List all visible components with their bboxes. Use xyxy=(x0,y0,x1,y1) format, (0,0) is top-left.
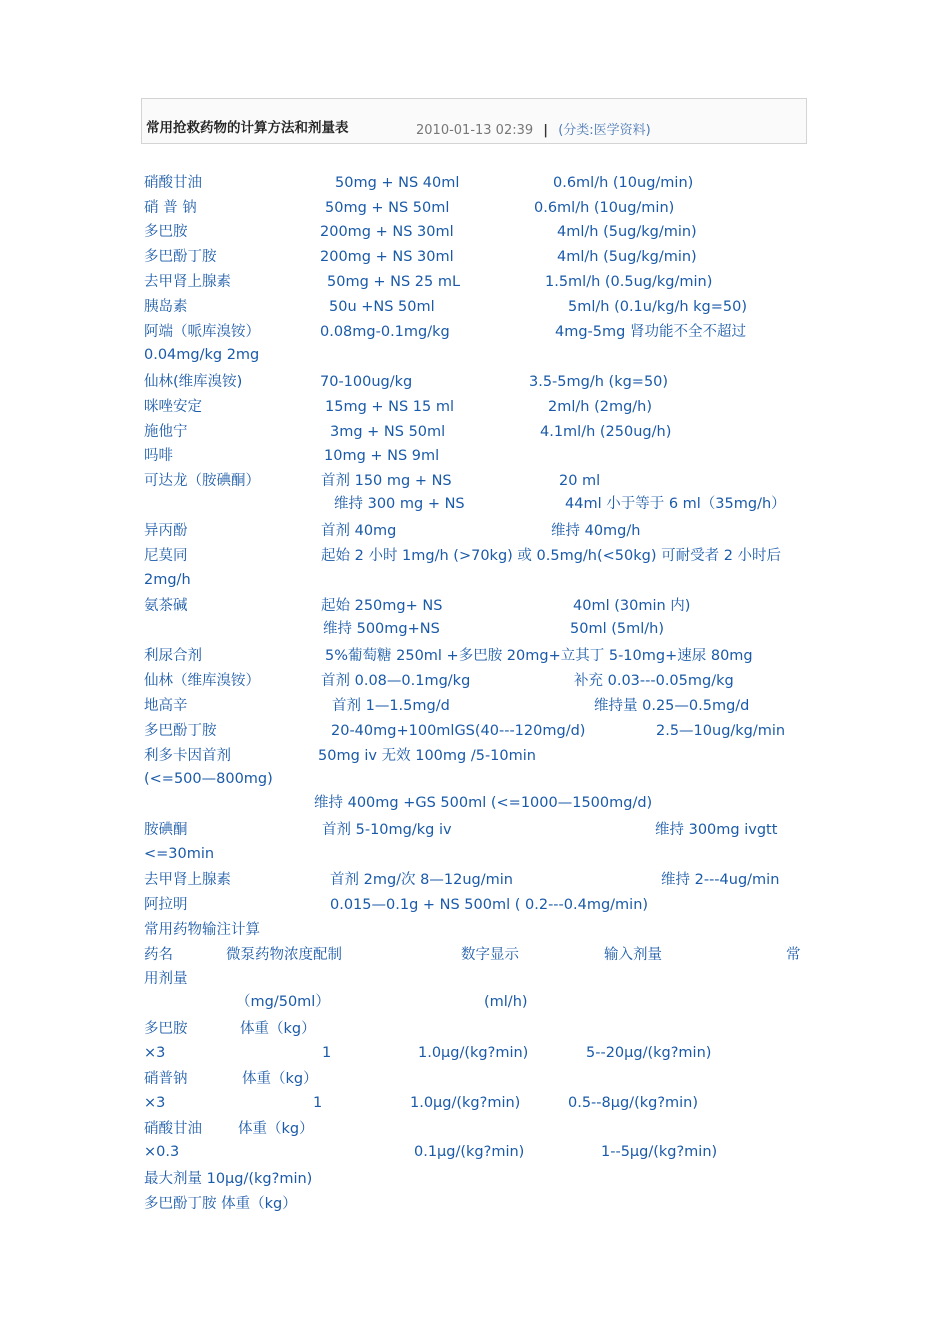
dose-prep: 首剂 40mg xyxy=(321,523,397,539)
drug-name: 氨茶碱 xyxy=(144,598,188,614)
col-header-drug: 药名 xyxy=(144,947,173,963)
weight-label: 体重（kg） xyxy=(242,1071,318,1087)
col-header-display: 数字显示 xyxy=(461,947,519,963)
drug-name: 多巴酚丁胺 xyxy=(144,249,217,265)
weight-label: 体重（kg） xyxy=(238,1121,314,1137)
infusion-rate: 2.5—10ug/kg/min xyxy=(656,723,786,739)
dose-prep: 首剂 5-10mg/kg iv xyxy=(322,822,452,838)
multiplier: ×0.3 xyxy=(144,1144,180,1160)
dose-prep: 200mg + NS 30ml xyxy=(320,224,454,240)
dose-prep: 首剂 0.08—0.1mg/kg xyxy=(321,673,471,689)
infusion-rate: 4.1ml/h (250ug/h) xyxy=(540,424,672,440)
dose-prep: 3mg + NS 50ml xyxy=(330,424,446,440)
drug-name: 多巴胺 xyxy=(144,224,188,240)
infusion-rate: 4mg-5mg 肾功能不全不超过 xyxy=(555,324,746,340)
input-dose: 1.0μg/(kg?min) xyxy=(410,1095,521,1111)
dose-prep: 5%葡萄糖 250ml +多巴胺 20mg+立其丁 5-10mg+速尿 80mg xyxy=(325,648,753,664)
dose-prep: 首剂 1—1.5mg/d xyxy=(332,698,450,714)
infusion-rate: 维持 40mg/h xyxy=(551,523,641,539)
unit-label: (ml/h) xyxy=(484,994,528,1010)
infusion-rate: 补充 0.03---0.05mg/kg xyxy=(574,673,734,689)
common-dose: 5--20μg/(kg?min) xyxy=(586,1045,712,1061)
drug-name: 阿端（哌库溴铵） xyxy=(144,324,260,340)
drug-name: 硝酸甘油 xyxy=(144,175,202,191)
dose-prep: 首剂 2mg/次 8—12ug/min xyxy=(330,872,513,888)
wrapped-text: 0.04mg/kg 2mg xyxy=(144,347,260,363)
drug-name: 利多卡因首剂 xyxy=(144,748,231,764)
drug-name: 去甲肾上腺素 xyxy=(144,274,231,290)
input-dose: 0.1μg/(kg?min) xyxy=(414,1144,525,1160)
wrapped-text: 用剂量 xyxy=(144,971,188,987)
dose-prep: 维持 500mg+NS xyxy=(323,621,440,637)
section-heading: 常用药物输注计算 xyxy=(144,922,260,938)
infusion-rate: 40ml (30min 内) xyxy=(573,598,691,614)
infusion-rate: 维持量 0.25—0.5mg/d xyxy=(594,698,750,714)
weight-label: 体重（kg） xyxy=(240,1021,316,1037)
dose-prep: 维持 400mg +GS 500ml (<=1000—1500mg/d) xyxy=(314,795,653,811)
dose-prep: 0.08mg-0.1mg/kg xyxy=(320,324,450,340)
common-dose: 0.5--8μg/(kg?min) xyxy=(568,1095,699,1111)
drug-name: 胰岛素 xyxy=(144,299,188,315)
infusion-rate: 0.6ml/h (10ug/min) xyxy=(553,175,694,191)
dose-prep: 维持 300 mg + NS xyxy=(334,496,465,512)
drug-name: 吗啡 xyxy=(144,448,173,464)
drug-name: 阿拉明 xyxy=(144,897,188,913)
drug-name: 异丙酚 xyxy=(144,523,188,539)
dose-prep: 50mg + NS 50ml xyxy=(325,200,450,216)
drug-name: 地高辛 xyxy=(144,698,188,714)
dose-prep: 10mg + NS 9ml xyxy=(324,448,440,464)
input-dose: 1.0μg/(kg?min) xyxy=(418,1045,529,1061)
dose-prep: 70-100ug/kg xyxy=(320,374,413,390)
infusion-rate: 3.5-5mg/h (kg=50) xyxy=(529,374,669,390)
infusion-rate: 2ml/h (2mg/h) xyxy=(548,399,653,415)
drug-name: 多巴胺 xyxy=(144,1021,188,1037)
wrapped-text: 2mg/h xyxy=(144,572,191,588)
dose-prep: 首剂 150 mg + NS xyxy=(321,473,452,489)
display-value: 1 xyxy=(322,1045,332,1061)
col-header-concentration: 微泵药物浓度配制 xyxy=(226,947,342,963)
unit-label: （mg/50ml） xyxy=(236,994,330,1010)
col-header-input-dose: 输入剂量 xyxy=(604,947,662,963)
dose-prep: 200mg + NS 30ml xyxy=(320,249,454,265)
category-link[interactable]: (分类:医学资料) xyxy=(558,123,651,138)
drug-name: 胺碘酮 xyxy=(144,822,188,838)
drug-name: 多巴酚丁胺 xyxy=(144,723,217,739)
infusion-rate: 1.5ml/h (0.5ug/kg/min) xyxy=(545,274,713,290)
display-value: 1 xyxy=(313,1095,323,1111)
infusion-rate: 0.6ml/h (10ug/min) xyxy=(534,200,675,216)
wrapped-text: <=30min xyxy=(144,846,215,862)
dose-prep: 0.015—0.1g + NS 500ml ( 0.2---0.4mg/min) xyxy=(330,897,649,913)
drug-name: 多巴酚丁胺 体重（kg） xyxy=(144,1196,297,1212)
col-header-common-dose: 常 xyxy=(786,947,801,963)
drug-name: 施他宁 xyxy=(144,424,188,440)
drug-name: 硝酸甘油 xyxy=(144,1121,202,1137)
infusion-rate: 50ml (5ml/h) xyxy=(570,621,664,637)
dose-prep: 15mg + NS 15 ml xyxy=(325,399,455,415)
infusion-rate: 20 ml xyxy=(559,473,601,489)
drug-name: 利尿合剂 xyxy=(144,648,202,664)
wrapped-text: (<=500—800mg) xyxy=(144,771,273,787)
article-title: 常用抢救药物的计算方法和剂量表 xyxy=(146,120,349,136)
dose-prep: 起始 2 小时 1mg/h (>70kg) 或 0.5mg/h(<50kg) 可耐受者 2 小时后 xyxy=(321,548,782,564)
drug-name: 仙林(维库溴铵) xyxy=(144,374,243,390)
max-dose-note: 最大剂量 10μg/(kg?min) xyxy=(144,1171,313,1187)
post-date: 2010-01-13 02:39 xyxy=(416,123,534,138)
dose-prep: 起始 250mg+ NS xyxy=(321,598,443,614)
drug-name: 咪唑安定 xyxy=(144,399,202,415)
infusion-rate: 4ml/h (5ug/kg/min) xyxy=(557,224,697,240)
dose-prep: 50u +NS 50ml xyxy=(329,299,435,315)
drug-name: 可达龙（胺碘酮） xyxy=(144,473,260,489)
drug-name: 硝 普 钠 xyxy=(144,200,197,216)
multiplier: ×3 xyxy=(144,1045,166,1061)
meta-separator: | xyxy=(543,123,549,138)
dose-prep: 50mg iv 无效 100mg /5-10min xyxy=(318,748,536,764)
infusion-rate: 44ml 小于等于 6 ml（35mg/h） xyxy=(565,496,786,512)
dose-prep: 50mg + NS 40ml xyxy=(335,175,460,191)
drug-name: 仙林（维库溴铵） xyxy=(144,673,260,689)
drug-name: 硝普钠 xyxy=(144,1071,188,1087)
infusion-rate: 维持 2---4ug/min xyxy=(661,872,780,888)
infusion-rate: 5ml/h (0.1u/kg/h kg=50) xyxy=(568,299,747,315)
multiplier: ×3 xyxy=(144,1095,166,1111)
drug-name: 去甲肾上腺素 xyxy=(144,872,231,888)
dose-prep: 50mg + NS 25 mL xyxy=(327,274,461,290)
infusion-rate: 4ml/h (5ug/kg/min) xyxy=(557,249,697,265)
drug-name: 尼莫同 xyxy=(144,548,188,564)
dose-prep: 20-40mg+100mlGS(40---120mg/d) xyxy=(331,723,586,739)
common-dose: 1--5μg/(kg?min) xyxy=(601,1144,718,1160)
infusion-rate: 维持 300mg ivgtt xyxy=(655,822,778,838)
